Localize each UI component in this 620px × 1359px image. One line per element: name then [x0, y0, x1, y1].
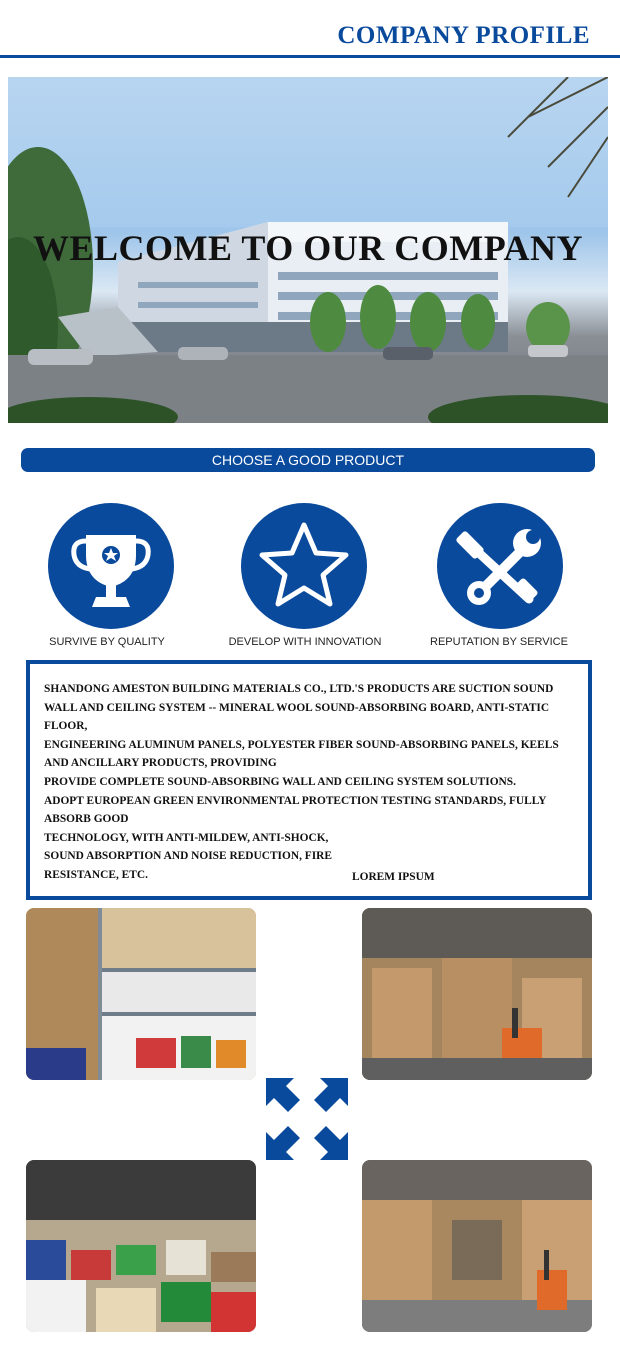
warehouse-shelves-illustration — [26, 908, 256, 1080]
header-divider — [0, 55, 620, 58]
description-tail: LOREM IPSUM — [352, 871, 435, 883]
warehouse-panels-illustration — [26, 1160, 256, 1332]
description-line: TECHNOLOGY, WITH ANTI-MILDEW, ANTI-SHOCK, SOUND ABSORPTION AND NOISE REDUCTION, FIRE RESISTANCE, ETC. — [44, 831, 332, 881]
description-line: SHANDONG AMESTON BUILDING MATERIALS CO., LTD.'S PRODUCTS ARE SUCTION SOUND WALL AND CEILING SYSTEM -- MINERAL WOOL SOUND-ABSORBING BOARD, ANTI-STATIC FLOOR, — [44, 683, 554, 733]
description-line: ADOPT EUROPEAN GREEN ENVIRONMENTAL PROTECTION TESTING STANDARDS, FULLY ABSORB GOOD — [44, 794, 547, 826]
hero-title: WELCOME TO OUR COMPANY — [32, 228, 583, 268]
section-banner: CHOOSE A GOOD PRODUCT — [21, 448, 595, 472]
tools-icon — [437, 503, 563, 629]
trophy-icon — [48, 503, 174, 629]
warehouse-photo-shelves — [26, 908, 256, 1080]
warehouse-forklift-illustration — [362, 908, 592, 1080]
feature-label-innovation: DEVELOP WITH INNOVATION — [228, 636, 382, 648]
description-line: ENGINEERING ALUMINUM PANELS, POLYESTER FIBER SOUND-ABSORBING PANELS, KEELS AND ANCILLARY PRODUCTS, PROVIDING — [44, 738, 559, 770]
star-icon — [241, 503, 367, 629]
description-line: PROVIDE COMPLETE SOUND-ABSORBING WALL AND CEILING SYSTEM SOLUTIONS. — [44, 775, 516, 788]
feature-circle-innovation — [241, 503, 367, 629]
feature-label-quality: SURVIVE BY QUALITY — [49, 636, 165, 648]
warehouse-photo-forklift — [362, 908, 592, 1080]
page-title: COMPANY PROFILE — [337, 22, 590, 49]
hero-banner-image — [8, 77, 608, 423]
expand-arrows-icon — [264, 1076, 350, 1162]
warehouse-photo-aisle — [362, 1160, 592, 1332]
feature-label-service: REPUTATION BY SERVICE — [430, 636, 568, 648]
warehouse-photo-panels — [26, 1160, 256, 1332]
company-description — [44, 680, 584, 885]
warehouse-aisle-illustration — [362, 1160, 592, 1332]
feature-circle-quality — [48, 503, 174, 629]
feature-circle-service — [437, 503, 563, 629]
company-description-box — [26, 660, 592, 900]
